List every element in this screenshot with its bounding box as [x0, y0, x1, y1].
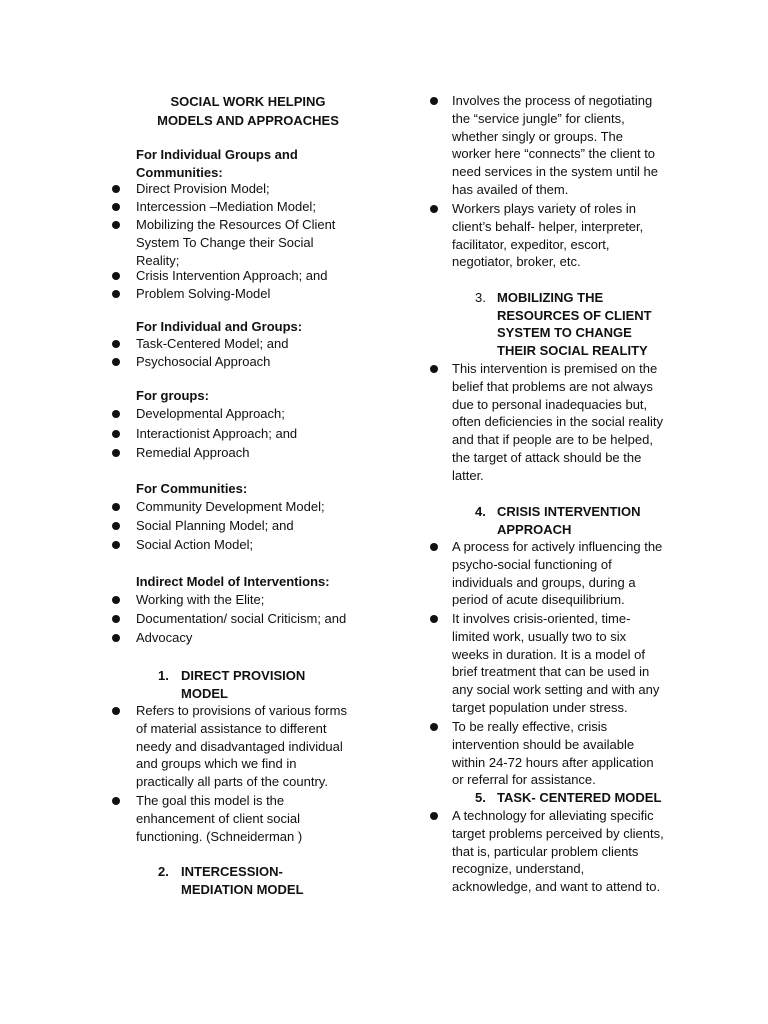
- section-heading-intercession-mediation: 2. INTERCESSION- MEDIATION MODEL: [158, 864, 304, 897]
- list-item: Crisis Intervention Approach; and: [136, 268, 328, 283]
- bullet-icon: [112, 410, 120, 418]
- bullet-icon: [112, 358, 120, 366]
- paragraph-crisis-3: To be really effective, crisis intervention should be available within 24-72 hours after application or referral for assistance.: [452, 719, 654, 788]
- paragraph-crisis-2: It involves crisis-oriented, time- limited work, usually two to six weeks in duration. It is a model of brief treatment that can be used in any social work setting and with any target population under stress.: [452, 611, 660, 715]
- list-item: Interactionist Approach; and: [136, 426, 298, 441]
- bullet-icon: [430, 615, 438, 623]
- bullet-icon: [112, 596, 120, 604]
- bullet-icon: [112, 797, 120, 805]
- heading-individual-groups-communities: For Individual Groups and Communities:: [136, 147, 298, 180]
- paragraph-direct-provision-2: The goal this model is the enhancement of client social functioning. (Schneiderman ): [136, 793, 303, 844]
- bullet-icon: [112, 707, 120, 715]
- bullet-icon: [430, 723, 438, 731]
- paragraph-mobilizing-1: This intervention is premised on the belief that problems are not always due to personal inadequacies but, often deficiencies in the social reality and that if people are to be helped, the target of attack should be the latter.: [452, 361, 664, 483]
- list-item: Developmental Approach;: [136, 406, 285, 421]
- heading-groups: For groups:: [136, 388, 209, 403]
- bullet-icon: [112, 503, 120, 511]
- bullet-icon: [112, 272, 120, 280]
- heading-indirect-model: Indirect Model of Interventions:: [136, 574, 330, 589]
- bullet-icon: [112, 430, 120, 438]
- bullet-icon: [430, 812, 438, 820]
- document-title: SOCIAL WORK HELPING MODELS AND APPROACHES: [157, 94, 339, 128]
- bullet-icon: [112, 203, 120, 211]
- bullet-icon: [112, 340, 120, 348]
- section-heading-task-centered: 5. TASK- CENTERED MODEL: [475, 790, 662, 805]
- bullet-icon: [112, 185, 120, 193]
- list-item: Working with the Elite;: [136, 592, 265, 607]
- list-item: Problem Solving-Model: [136, 286, 271, 301]
- bullet-icon: [430, 97, 438, 105]
- list-item: Advocacy: [136, 630, 193, 645]
- list-item: Social Action Model;: [136, 537, 254, 552]
- paragraph-crisis-1: A process for actively influencing the psycho-social functioning of individuals and groups, during a period of acute disequilibrium.: [452, 539, 663, 608]
- list-item: Task-Centered Model; and: [136, 336, 289, 351]
- list-item: Community Development Model;: [136, 499, 325, 514]
- paragraph-task-centered-1: A technology for alleviating specific target problems perceived by clients, that is, particular problem clients recognize, understand, acknowledge, and want to attend to.: [452, 808, 664, 895]
- list-item: Documentation/ social Criticism; and: [136, 611, 347, 626]
- section-heading-crisis-intervention: 4. CRISIS INTERVENTION APPROACH: [475, 504, 641, 537]
- bullet-icon: [112, 290, 120, 298]
- list-item: Remedial Approach: [136, 445, 250, 460]
- list-item: Direct Provision Model;: [136, 181, 270, 196]
- paragraph-direct-provision-1: Refers to provisions of various forms of material assistance to different needy and disadvantaged individual and groups which we find in practically all parts of the country.: [136, 703, 347, 790]
- heading-individual-and-groups: For Individual and Groups:: [136, 319, 303, 334]
- bullet-icon: [112, 634, 120, 642]
- list-item: Psychosocial Approach: [136, 354, 271, 369]
- list-item: Social Planning Model; and: [136, 518, 294, 533]
- bullet-icon: [430, 365, 438, 373]
- bullet-icon: [112, 522, 120, 530]
- list-item: Intercession –Mediation Model;: [136, 199, 316, 214]
- bullet-icon: [112, 221, 120, 229]
- paragraph-intercession-2: Workers plays variety of roles in client’s behalf- helper, interpreter, facilitator, expeditor, escort, negotiator, broker, etc.: [452, 201, 644, 270]
- section-heading-direct-provision: 1. DIRECT PROVISION MODEL: [158, 668, 306, 701]
- bullet-icon: [112, 615, 120, 623]
- bullet-icon: [112, 541, 120, 549]
- bullet-icon: [430, 205, 438, 213]
- bullet-icon: [430, 543, 438, 551]
- bullet-icon: [112, 449, 120, 457]
- section-heading-mobilizing-resources: 3. MOBILIZING THE RESOURCES OF CLIENT SYSTEM TO CHANGE THEIR SOCIAL REALITY: [475, 290, 652, 358]
- list-item: Mobilizing the Resources Of Client System To Change their Social Reality;: [136, 217, 336, 268]
- paragraph-intercession-1: Involves the process of negotiating the “service jungle” for clients, whether singly or groups. The worker here “connects” the client to need services in the system until he has availed of them.: [452, 93, 658, 197]
- heading-communities: For Communities:: [136, 481, 248, 496]
